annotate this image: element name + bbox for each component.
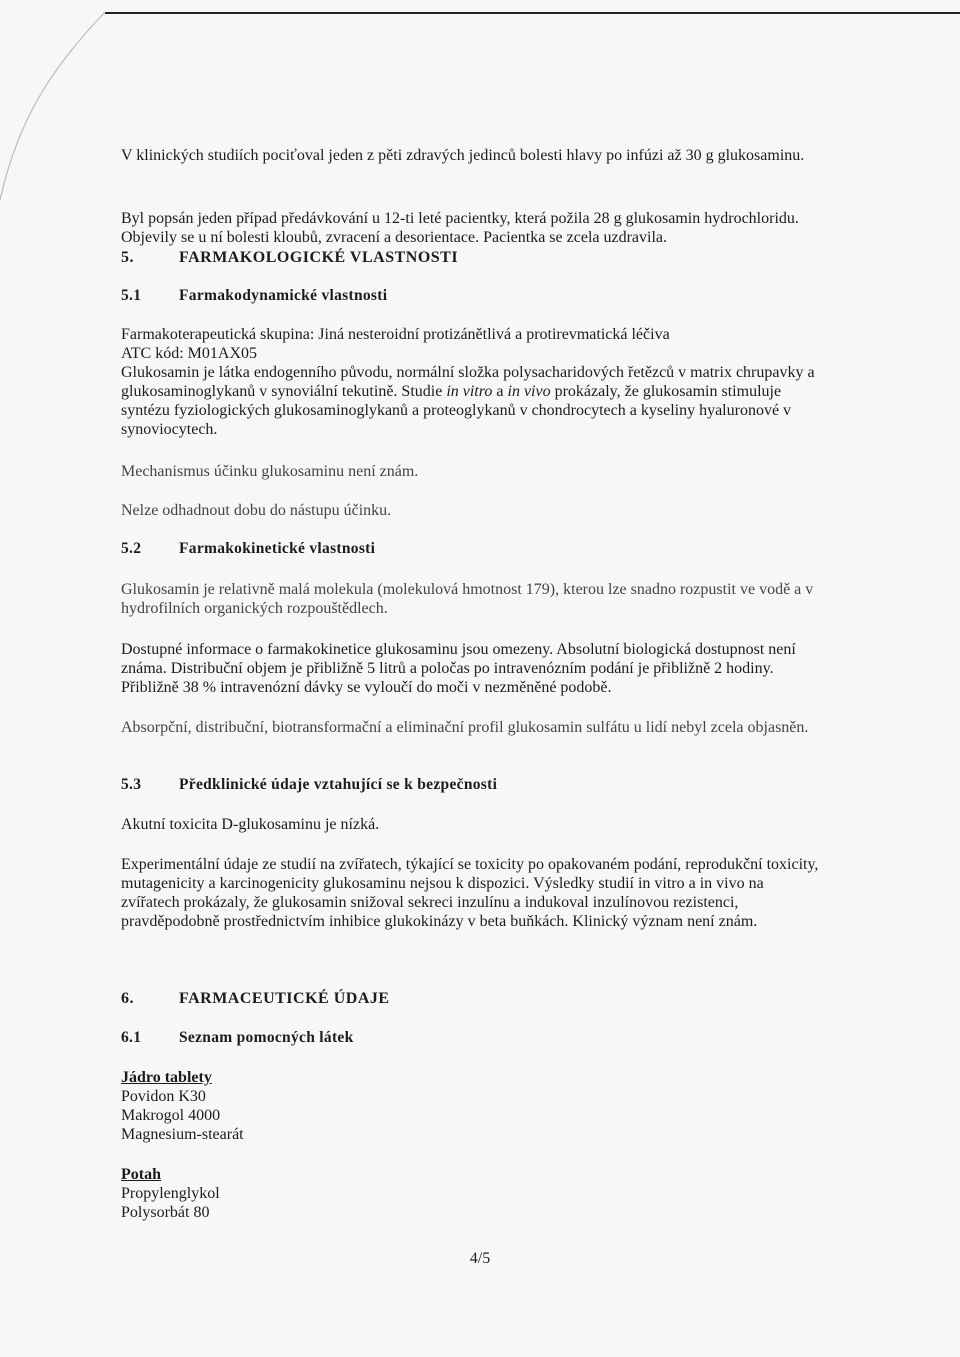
pharmacokinetics-paragraph-1 [121,580,821,618]
coating-heading: Potah [121,1166,161,1183]
pk-text-1: Glukosamin je relativně malá molekula (molekulová hmotnost 179), kterou lze snadno rozpustit ve vodě a v hydrofilních organických rozpouštědlech. [121,581,814,617]
core-item: Magnesium-stearát [121,1126,244,1143]
preclinical-text-2: Experimentální údaje ze studií na zvířatech, týkající se toxicity po opakovaném podání, reprodukční toxicity, mutagenicity a karcinogenicity glukosaminu nejsou k dispozici. Výsledky studií in vitro a in vivo na zvířatech prokázaly, že glukosamin snižoval sekreci inzulínu a indukoval inzulínovou rezistenci, pravděpodobně prostřednictvím inhibice glukokinázy v beta buňkách. Klinický význam není znám. [121,856,819,930]
section-5-1-number: 5.1 [121,287,142,304]
core-heading: Jádro tablety [121,1069,212,1086]
desc-part-2: a [492,383,508,400]
overdose-paragraph-1 [121,146,821,165]
section-6-1-title: Seznam pomocných látek [179,1029,354,1046]
section-5-1-title: Farmakodynamické vlastnosti [179,287,388,304]
core-item: Povidon K30 [121,1088,206,1105]
preclinical-paragraph-1 [121,815,821,834]
coating-list [121,1165,821,1222]
overdose-text-2: Byl popsán jeden případ předávkování u 12-ti leté pacientky, která požila 28 g glukosamin hydrochloridu. Objevily se u ní bolesti kloubů, zvracení a desorientace. Pacientka se zcela uzdravila. [121,210,799,246]
desc-part-1: Glukosamin je látka endogenního původu, normální složka polysacharidových řetězců v matrix chrupavky a glukosaminoglykanů v synoviální tekutině. Studie [121,364,815,400]
section-5-2-heading [121,540,375,558]
pk-text-2: Dostupné informace o farmakokinetice glukosaminu jsou omezeny. Absolutní biologická dostupnost není známa. Distribuční objem je přibližně 5 litrů a poločas po intravenózním podání je přibližně 2 hodiny. Přibližně 38 % intravenózní dávky se vyloučí do moči v nezměněné podobě. [121,641,796,696]
glucosamine-description [121,363,821,439]
pharmacodynamics-block [121,325,821,439]
section-6-number: 6. [121,990,134,1007]
desc-part-3: prokázaly, že glukosamin stimuluje syntézu fyziologických glukosaminoglykanů a proteoglykanů v chondrocytech a kyseliny hyaluronové v synoviocytech. [121,383,792,438]
mechanism-paragraph [121,462,821,481]
section-5-3-title: Předklinické údaje vztahující se k bezpečnosti [179,776,498,793]
scan-corner-mark [0,0,110,220]
coating-item: Propylenglykol [121,1185,220,1202]
in-vitro-text: in vitro [446,383,493,400]
section-5-2-number: 5.2 [121,540,142,557]
overdose-text-1: V klinických studiích pociťoval jeden z pěti zdravých jedinců bolesti hlavy po infúzi až 30 g glukosaminu. [121,147,805,164]
section-6-1-number: 6.1 [121,1029,142,1046]
pharmacokinetics-paragraph-2 [121,640,821,697]
section-5-1-heading [121,287,387,305]
pharmacokinetics-paragraph-3 [121,718,821,737]
overdose-paragraph-2 [121,209,821,247]
section-5-number: 5. [121,249,134,266]
onset-text: Nelze odhadnout dobu do nástupu účinku. [121,502,392,519]
top-border-line [105,0,960,14]
section-5-3-number: 5.3 [121,776,142,793]
section-6-1-heading [121,1029,354,1047]
coating-item: Polysorbát 80 [121,1204,210,1221]
section-6-heading [121,990,390,1008]
section-5-2-title: Farmakokinetické vlastnosti [179,540,376,557]
pk-text-3: Absorpční, distribuční, biotransformační a eliminační profil glukosamin sulfátu u lidí nebyl zcela objasněn. [121,719,809,736]
tablet-core-list [121,1068,821,1144]
section-5-heading [121,249,458,267]
preclinical-paragraph-2 [121,855,821,931]
section-5-title: FARMAKOLOGICKÉ VLASTNOSTI [179,249,459,266]
section-6-title: FARMACEUTICKÉ ÚDAJE [179,990,390,1007]
section-5-3-heading [121,776,497,794]
page-number: 4/5 [469,1250,491,1267]
onset-paragraph [121,501,821,520]
preclinical-text-1: Akutní toxicita D-glukosaminu je nízká. [121,816,380,833]
in-vivo-text: in vivo [507,383,551,400]
mechanism-text: Mechanismus účinku glukosaminu není znám. [121,463,419,480]
pharmacotherapeutic-group: Farmakoterapeutická skupina: Jiná nesteroidní protizánětlivá a protirevmatická léčiva [121,326,670,343]
atc-code: ATC kód: M01AX05 [121,345,258,362]
core-item: Makrogol 4000 [121,1107,221,1124]
